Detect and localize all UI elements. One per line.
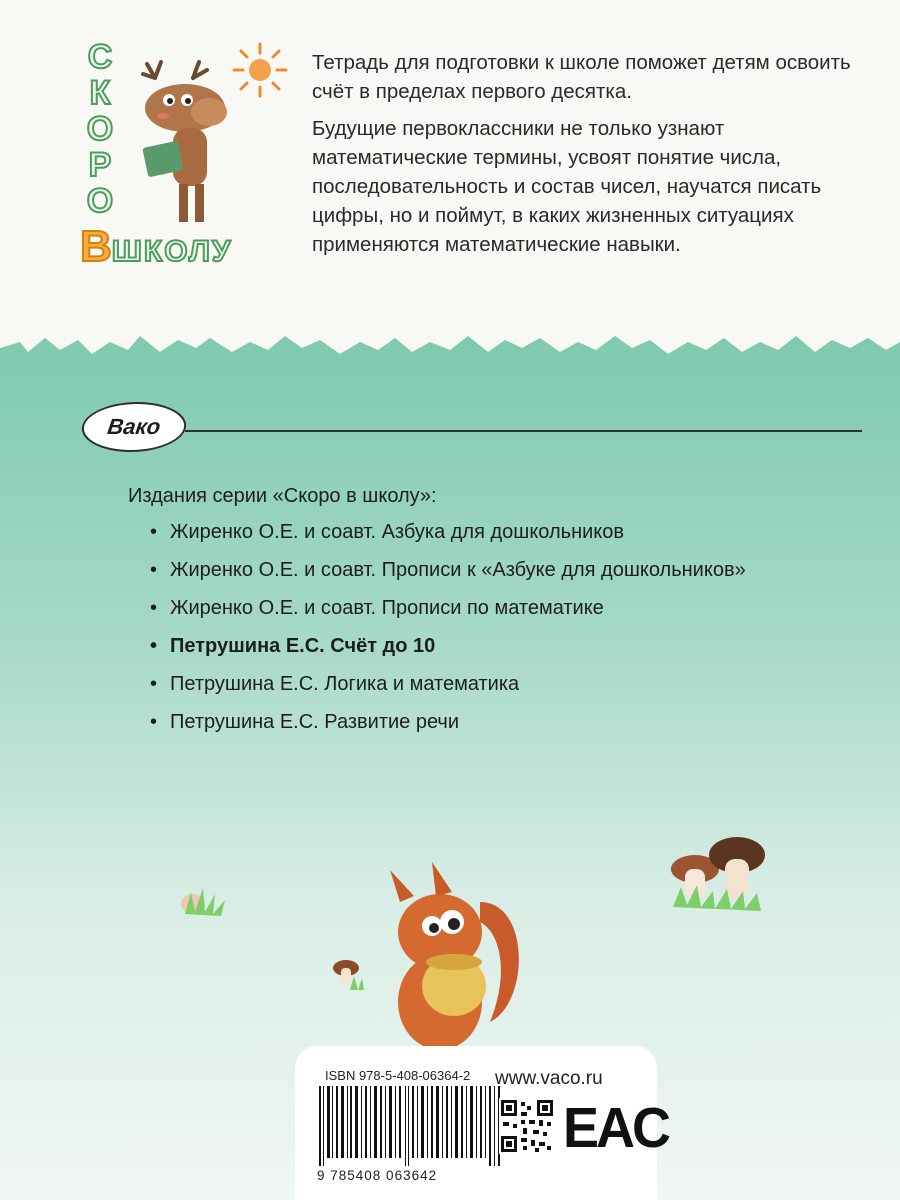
series-logo (80, 40, 290, 270)
list-item: • Жиренко О.Е. и соавт. Азбука для дошкольников (150, 518, 848, 546)
logo-letter: К (89, 74, 111, 112)
logo-bottom-word (80, 222, 233, 271)
logo-letter: О (86, 182, 114, 220)
barcode-sticker (295, 1046, 669, 1200)
grass-icon (175, 878, 245, 918)
logo-letter: О (86, 110, 114, 148)
mushrooms-icon (665, 835, 775, 915)
series-list-block (128, 482, 848, 746)
eac-mark: EAC (563, 1096, 669, 1160)
isbn-label: ISBN 978-5-408-06364-2 (325, 1068, 471, 1083)
series-list (128, 518, 848, 736)
publisher-divider (185, 430, 862, 432)
logo-letter: Р (88, 146, 112, 184)
logo-big-letter: В (80, 222, 112, 271)
logo-vertical-word (80, 40, 120, 220)
list-item: • Жиренко О.Е. и соавт. Прописи к «Азбуке для дошкольников» (150, 556, 848, 584)
logo-word-rest: ШКОЛУ (111, 235, 233, 268)
small-mushroom-icon (330, 958, 370, 992)
moose-illustration (135, 60, 245, 230)
publisher-logo (82, 402, 186, 452)
list-item: • Петрушина Е.С. Развитие речи (150, 708, 848, 736)
publisher-badge: Вако (78, 402, 189, 452)
series-title: Издания серии «Скоро в школу»: (128, 485, 437, 507)
website-label: www.vaco.ru (495, 1068, 603, 1089)
barcode-digits: 9 785408 063642 (317, 1168, 438, 1183)
intro-paragraph: Тетрадь для подготовки к школе поможет детям освоить счёт в пределах первого десятка. (312, 51, 851, 103)
barcode-icon (317, 1086, 502, 1166)
list-item: • Жиренко О.Е. и соавт. Прописи по математике (150, 594, 848, 622)
intro-text (312, 48, 872, 267)
list-item-current: • Петрушина Е.С. Счёт до 10 (150, 632, 848, 660)
squirrel-illustration (380, 862, 530, 1062)
logo-letter: С (87, 38, 113, 76)
qr-code-icon (499, 1098, 555, 1154)
list-item: • Петрушина Е.С. Логика и математика (150, 670, 848, 698)
intro-paragraph: Будущие первоклассники не только узнают математические термины, усвоят понятие числа, последовательность и состав чисел, научатся писать цифры, но и поймут, в каких жизненных ситуациях применяются математические навыки. (312, 117, 822, 256)
